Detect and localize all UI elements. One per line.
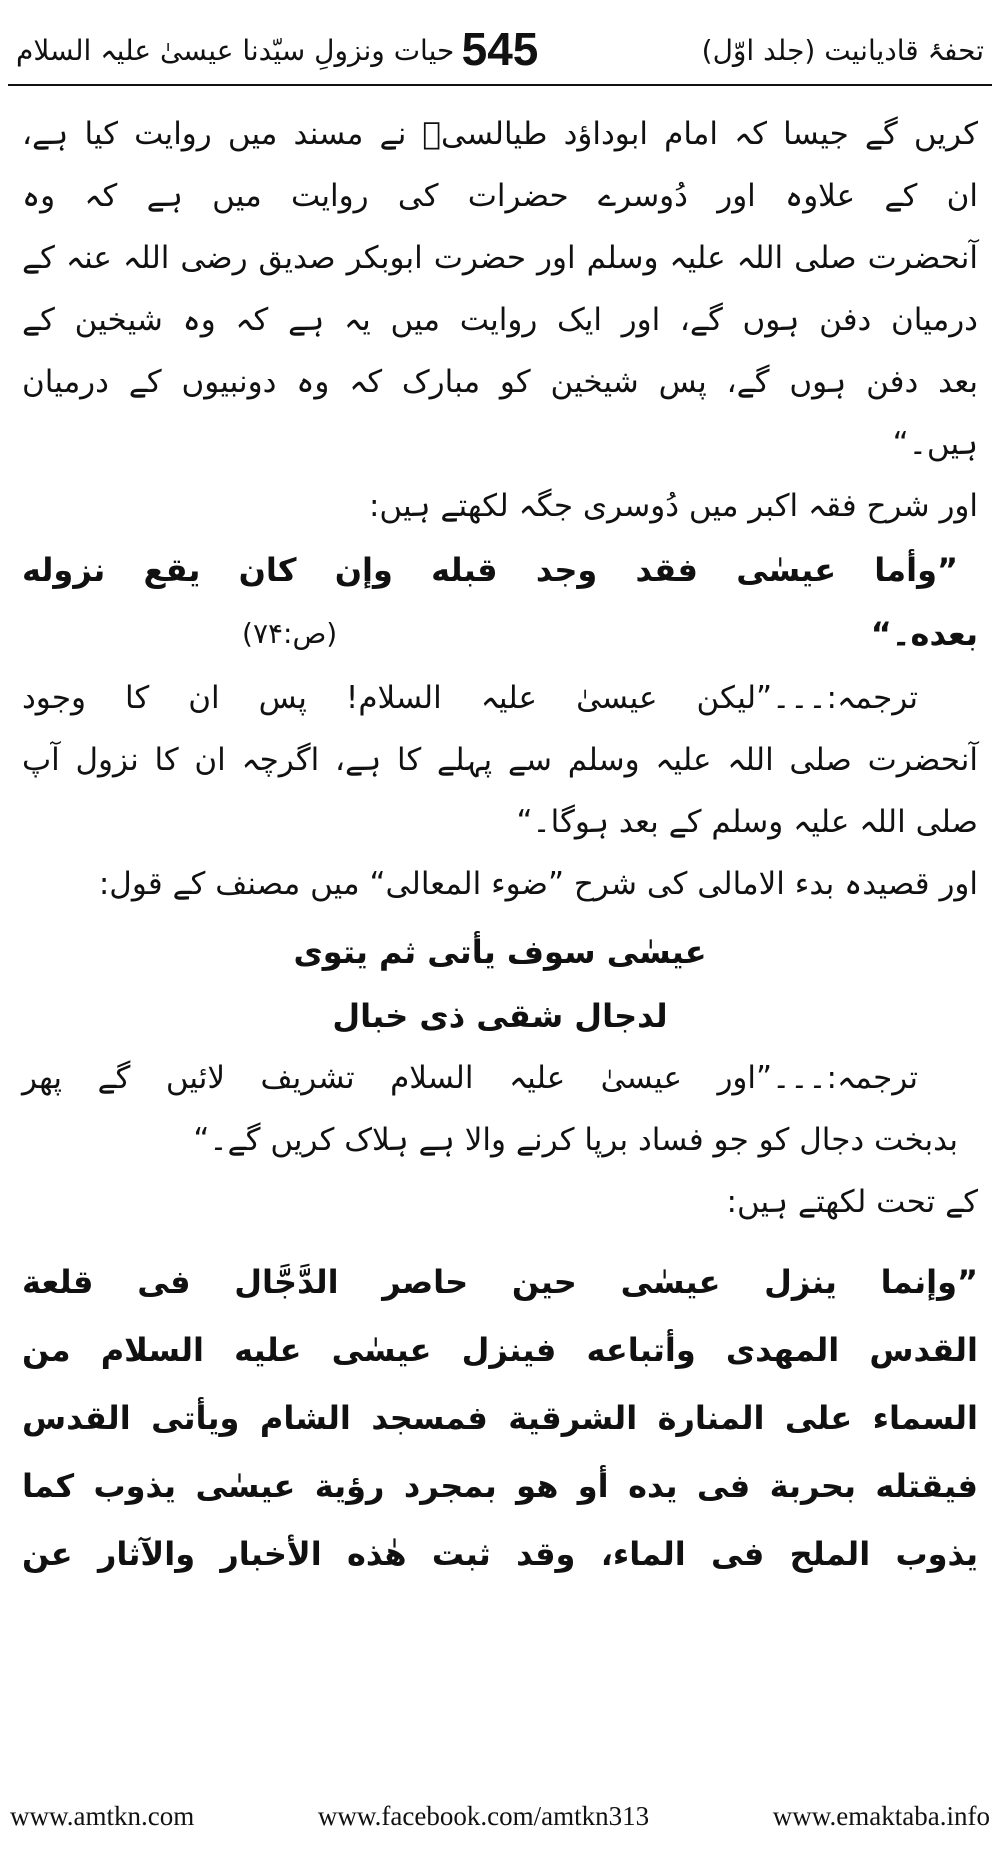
page-reference: (ص:۷۴) [242,617,338,650]
text-line: کے تحت لکھتے ہیں: [726,1184,978,1220]
arabic-quote-line: یذوب الملح فی الماء، وقد ثبت هٰذه الأخبار والآثار عن [22,1535,978,1573]
text-line: ان کے علاوہ اور دُوسرے حضرات کی روایت میں ہے کہ وہ [22,178,978,214]
text-line: بعد دفن ہوں گے، پس شیخین کو مبارک کہ وہ دونبیوں کے درمیان [22,364,978,400]
arabic-quote-line: ”وإنما ینزل عیسٰی حین حاصر الدَّجَّال فی قلعة [22,1263,978,1301]
arabic-quote-line: القدس المهدی وأتباعه فینزل عیسٰی علیه السلام من [22,1331,978,1369]
website-link[interactable]: www.amtkn.com [10,1800,195,1831]
verse-line: لدجال شقی ذی خبال [332,997,668,1035]
page-body [22,104,978,1780]
running-header [8,22,992,80]
verse-line: عیسٰی سوف یأتی ثم یتوی [293,933,707,971]
text-line: اور شرح فقہ اکبر میں دُوسری جگہ لکھتے ہیں: [368,488,978,524]
facebook-link[interactable]: www.facebook.com/amtkn313 [317,1800,650,1831]
header-divider [8,84,992,86]
chapter-title: حیات ونزولِ سیّدنا عیسیٰ علیہ السلام [16,34,455,67]
text-line: اور قصیدہ بدء الامالی کی شرح ”ضوء المعالی“ میں مصنف کے قول: [98,866,978,902]
text-line: درمیان دفن ہوں گے، اور ایک روایت میں یہ ہے کہ وہ شیخین کے [22,302,978,338]
page-footer [10,1796,990,1836]
translation-line: بدبخت دجال کو جو فساد برپا کرنے والا ہے ہلاک کریں گے۔“ [193,1122,958,1158]
text-line: کریں گے جیسا کہ امام ابوداؤد طیالسیؒ نے مسند میں روایت کیا ہے، [22,116,978,152]
translation-line: ترجمہ:۔۔۔”لیکن عیسیٰ علیہ السلام! پس ان کا وجود [22,680,918,716]
arabic-quote-line: فیقتله بحربة فی یده أو هو بمجرد رؤیة عیسٰی یذوب کما [22,1467,978,1505]
arabic-quote-line: ”وأما عیسٰی فقد وجد قبله وإن کان یقع نزوله [22,551,958,589]
translation-line: صلی اللہ علیہ وسلم کے بعد ہوگا۔“ [516,804,978,840]
translation-line: آنحضرت صلی اللہ علیہ وسلم سے پہلے کا ہے، اگرچہ ان کا نزول آپ [22,742,978,778]
text-line: آنحضرت صلی اللہ علیہ وسلم اور حضرت ابوبکر صدیق رضی اللہ عنہ کے [22,240,978,276]
page-number: 545 [461,23,539,75]
book-title: تحفۂ قادیانیت (جلد اوّل) [701,34,984,67]
arabic-quote-line: السماء علی المنارة الشرقیة فمسجد الشام ویأتی القدس [22,1399,978,1437]
website-link[interactable]: www.emaktaba.info [772,1800,990,1831]
text-line: ہیں۔“ [892,426,978,462]
arabic-quote-line: بعده۔“ [870,615,978,653]
translation-line: ترجمہ:۔۔۔”اور عیسیٰ علیہ السلام تشریف لائیں گے پھر [22,1060,918,1096]
